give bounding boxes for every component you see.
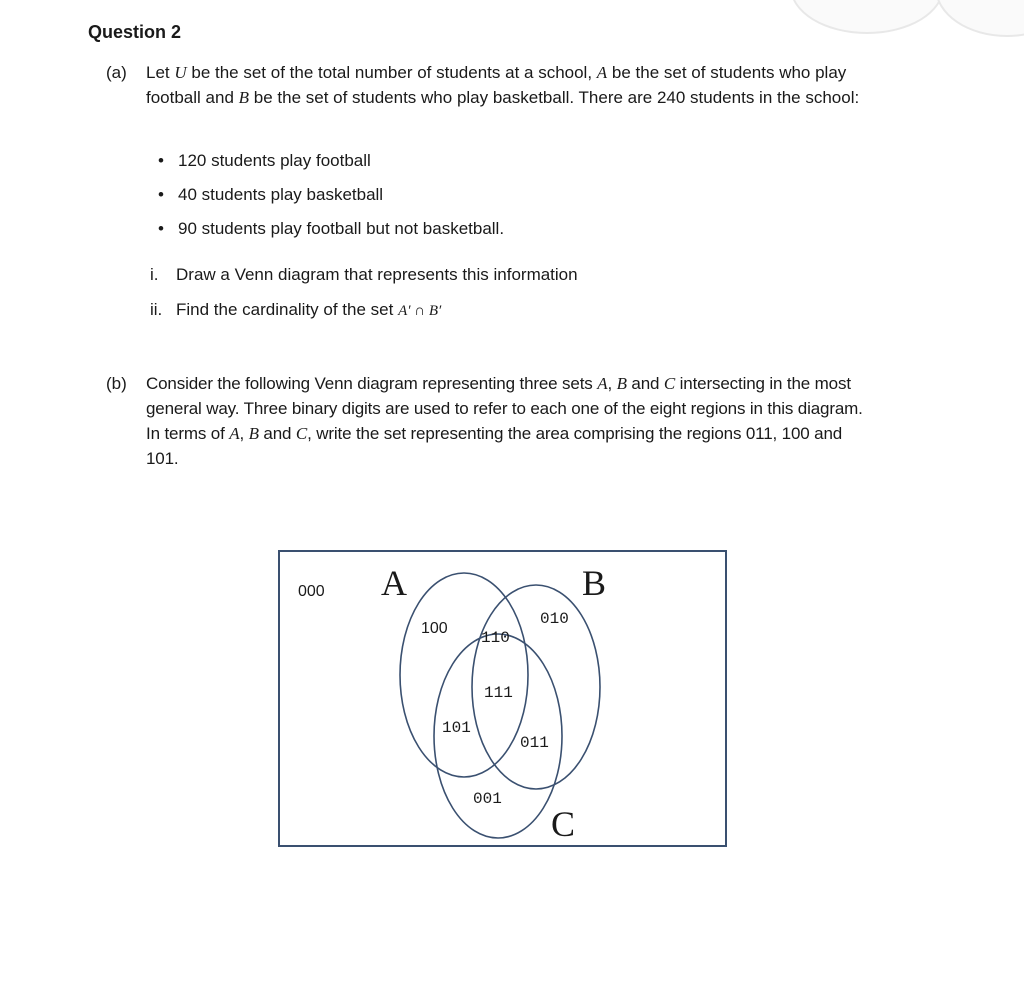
set-b: B: [238, 88, 250, 107]
region-110: 110: [481, 629, 510, 647]
region-101: 101: [442, 719, 471, 737]
list-item: • 40 students play basketball: [158, 185, 384, 204]
region-100: 100: [421, 620, 448, 637]
part-b-label: (b): [106, 374, 127, 393]
region-111: 111: [484, 684, 513, 702]
sub-question-ii: ii. Find the cardinality of the set A′ ∩ B′: [150, 300, 442, 319]
sub-question-i: i. Draw a Venn diagram that represents this information: [150, 265, 578, 284]
list-item: • 120 students play football: [158, 151, 371, 170]
set-label-b: B: [582, 563, 607, 603]
region-011: 011: [520, 734, 549, 752]
part-b-text: Consider the following Venn diagram representing three sets A, B and C intersecting in the most general way. Three binary digits are used to refer to each one of the eight regions in this diagram. In terms of A, B and C, write the set representing the area comprising the regions 011, 100 and 101.: [146, 374, 863, 468]
set-label-c: C: [551, 804, 576, 844]
set-a: A: [596, 63, 608, 82]
part-a-intro: Let U be the set of the total number of students at a school, A be the set of students who play football and B be the set of students who play basketball. There are 240 students in the school:: [146, 63, 860, 107]
region-010: 010: [540, 610, 569, 628]
set-expression: A′ ∩ B′: [398, 303, 442, 319]
corner-decoration: [790, 0, 944, 34]
region-001: 001: [473, 790, 502, 808]
list-item: • 90 students play football but not basketball.: [158, 219, 505, 238]
question-title: Question 2: [88, 22, 182, 42]
part-a-label: (a): [106, 63, 127, 82]
corner-decoration: [935, 0, 1024, 37]
fact-list: [158, 148, 504, 250]
venn-diagram: [278, 550, 728, 848]
set-u: U: [174, 63, 187, 82]
region-000: 000: [298, 583, 325, 600]
set-label-a: A: [381, 563, 407, 603]
